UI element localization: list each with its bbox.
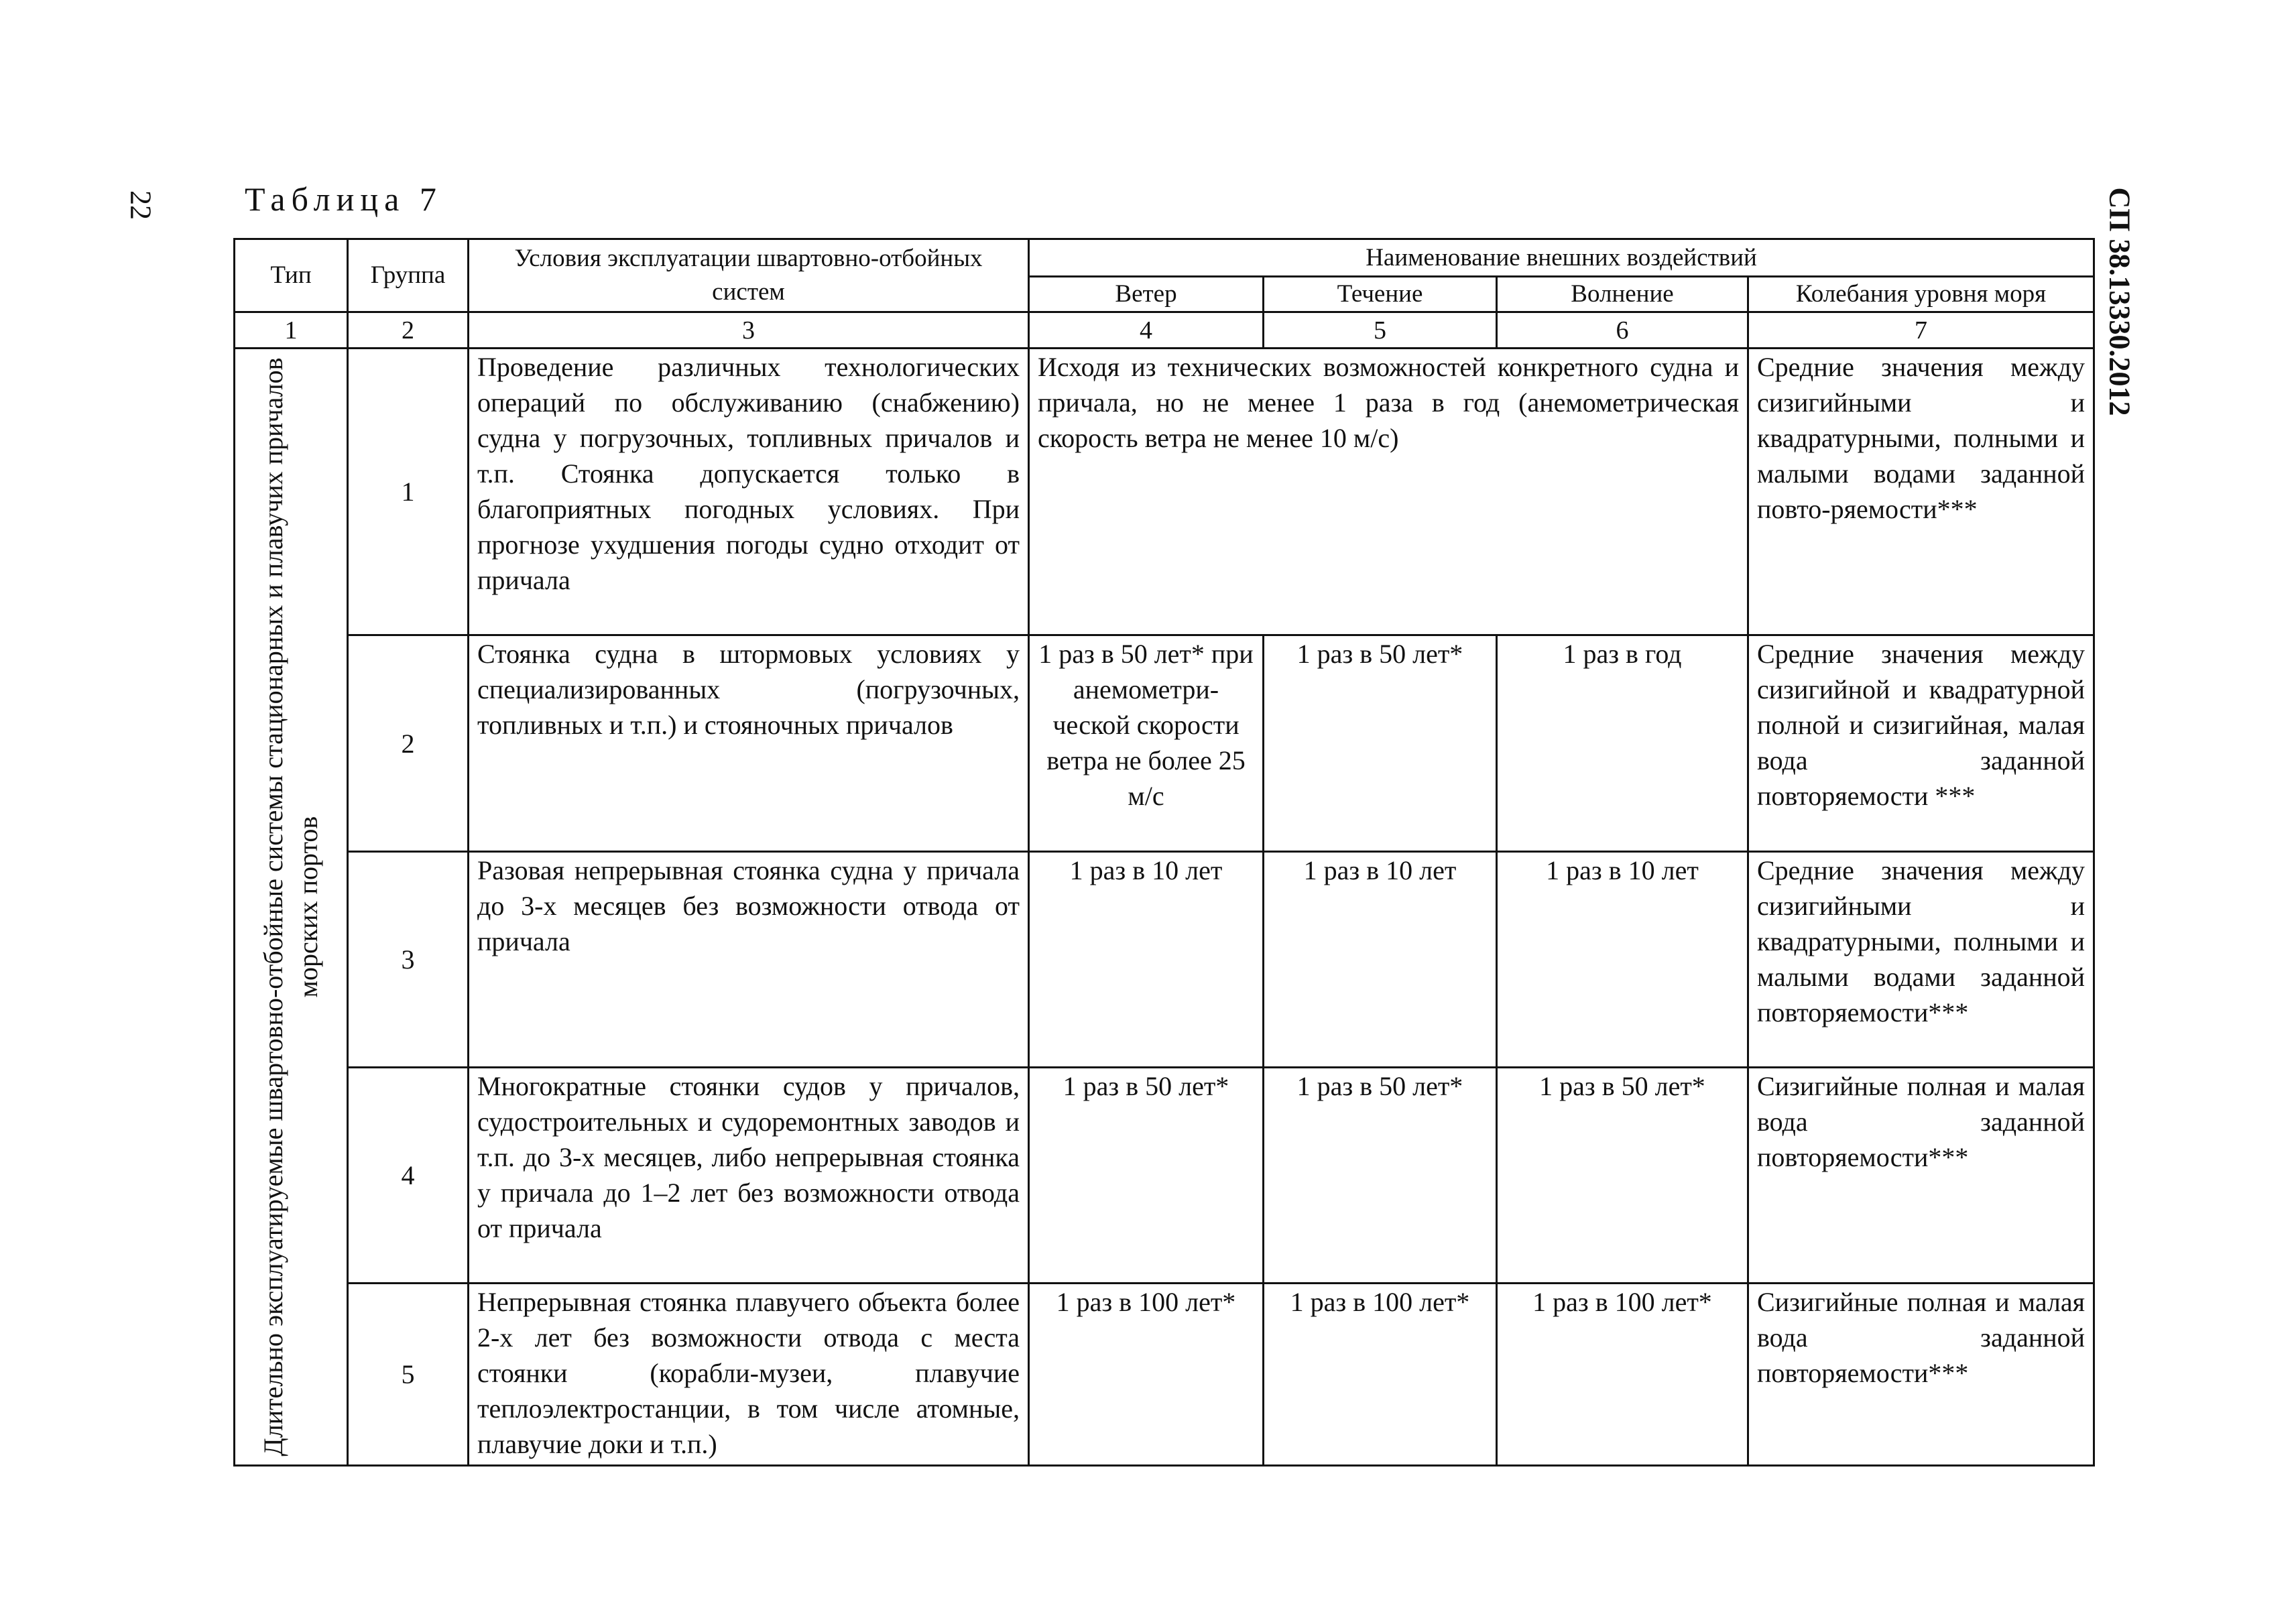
table-row-group-4: [235, 1068, 2094, 1284]
column-number: 5: [1264, 312, 1497, 349]
sea-level-text: Средние значения между сизигийными и квадратурными, полными и малыми водами заданной повторяемости***: [1748, 852, 2094, 1068]
column-number: 4: [1029, 312, 1264, 349]
header-wind: Ветер: [1029, 277, 1264, 312]
wind-value: 1 раз в 50 лет* при анемометри-ческой скорости ветра не более 25 м/с: [1029, 635, 1264, 852]
waves-value: 1 раз в 50 лет*: [1497, 1068, 1748, 1284]
waves-value: 1 раз в 100 лет*: [1497, 1284, 1748, 1466]
current-value: 1 раз в 10 лет: [1264, 852, 1497, 1068]
sea-level-text: Средние значения между сизигийной и квадратурной полной и сизигийная, малая вода заданной повторяемости ***: [1748, 635, 2094, 852]
sea-level-text: Сизигийные полная и малая вода заданной повторяемости***: [1748, 1284, 2094, 1466]
conditions-text: Стоянка судна в штормовых условиях у специализированных (погрузочных, топливных и т.п.) и стояночных причалов: [469, 635, 1029, 852]
column-number: 3: [469, 312, 1029, 349]
header-waves: Волнение: [1497, 277, 1748, 312]
column-number: 7: [1748, 312, 2094, 349]
page-number: 22: [124, 190, 158, 220]
table-row-group-1: [235, 349, 2094, 635]
column-number: 6: [1497, 312, 1748, 349]
column-number: 2: [348, 312, 469, 349]
type-cell: [235, 349, 348, 1466]
group-number: 4: [348, 1068, 469, 1284]
header-group: Группа: [348, 239, 469, 312]
group-number: 3: [348, 852, 469, 1068]
column-number: 1: [235, 312, 348, 349]
wind-value: 1 раз в 10 лет: [1029, 852, 1264, 1068]
sea-level-text: Средние значения между сизигийными и квадратурными, полными и малыми водами заданной повто-ряемости***: [1748, 349, 2094, 635]
conditions-text: Многократные стоянки судов у причалов, судостроительных и судоремонтных заводов и т.п. до 3-х месяцев, либо непрерывная стоянка у причала до 1–2 лет без возможности отвода от причала: [469, 1068, 1029, 1284]
impacts-merged-text: Исходя из технических возможностей конкретного судна и причала, но не менее 1 раза в год (анемометрическая скорость ветра не менее 10 м/с): [1029, 349, 1748, 635]
sea-level-text: Сизигийные полная и малая вода заданной повторяемости***: [1748, 1068, 2094, 1284]
header-conditions: Условия эксплуатации швартовно-отбойных систем: [469, 239, 1029, 312]
type-label: Длительно эксплуатируемые швартовно-отбойные системы стационарных и плавучих причалов морских портов: [258, 357, 323, 1456]
conditions-text: Непрерывная стоянка плавучего объекта более 2-х лет без возможности отвода с места стоянки (корабли-музеи, плавучие теплоэлектростанции, в том числе атомные, плавучие доки и т.п.): [469, 1284, 1029, 1466]
wind-value: 1 раз в 50 лет*: [1029, 1068, 1264, 1284]
table-row-group-2: [235, 635, 2094, 852]
header-sea-level: Колебания уровня моря: [1748, 277, 2094, 312]
header-row-1: [235, 239, 2094, 277]
table-row-group-5: [235, 1284, 2094, 1466]
document-code: СП 38.13330.2012: [2103, 187, 2136, 416]
current-value: 1 раз в 100 лет*: [1264, 1284, 1497, 1466]
group-number: 1: [348, 349, 469, 635]
group-number: 2: [348, 635, 469, 852]
impacts-table: [233, 238, 2095, 1467]
column-numbers-row: [235, 312, 2094, 349]
header-current: Течение: [1264, 277, 1497, 312]
wind-value: 1 раз в 100 лет*: [1029, 1284, 1264, 1466]
current-value: 1 раз в 50 лет*: [1264, 635, 1497, 852]
header-external-impacts: Наименование внешних воздействий: [1029, 239, 2094, 277]
conditions-text: Разовая непрерывная стоянка судна у причала до 3-х месяцев без возможности отвода от причала: [469, 852, 1029, 1068]
waves-value: 1 раз в год: [1497, 635, 1748, 852]
waves-value: 1 раз в 10 лет: [1497, 852, 1748, 1068]
header-type: Тип: [235, 239, 348, 312]
table-title: Таблица 7: [245, 180, 442, 218]
group-number: 5: [348, 1284, 469, 1466]
conditions-text: Проведение различных технологических операций по обслуживанию (снабжению) судна у погрузочных, топливных причалов и т.п. Стоянка допускается только в благоприятных погодных условиях. При прогнозе ухудшения погоды судно отходит от причала: [469, 349, 1029, 635]
current-value: 1 раз в 50 лет*: [1264, 1068, 1497, 1284]
table-row-group-3: [235, 852, 2094, 1068]
